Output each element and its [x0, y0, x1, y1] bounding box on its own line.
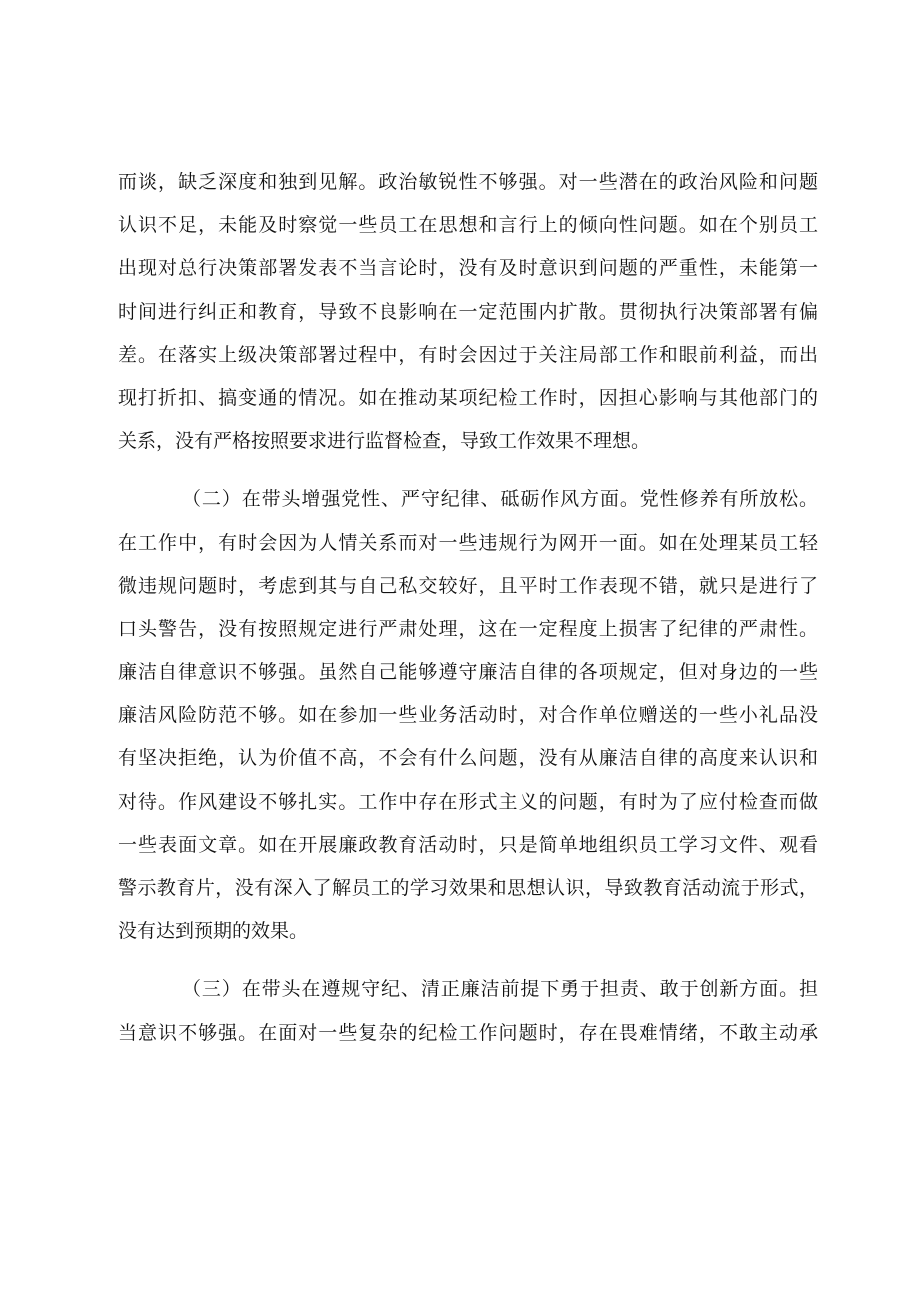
text-line: 差。在落实上级决策部署过程中，有时会因过于关注局部工作和眼前利益，而出 — [118, 343, 818, 366]
text-line: 对待。作风建设不够扎实。工作中存在形式主义的问题，有时为了应付检查而做 — [118, 790, 818, 813]
paragraph-gap — [118, 463, 818, 478]
text-line: 在工作中，有时会因为人情关系而对一些违规行为网开一面。如在处理某员工轻 — [118, 531, 818, 554]
text-line: 认识不足，未能及时察觉一些员工在思想和言行上的倾向性问题。如在个别员工 — [118, 214, 818, 237]
text-line: 现打折扣、搞变通的情况。如在推动某项纪检工作时，因担心影响与其他部门的 — [118, 386, 818, 409]
paragraph-1 — [118, 161, 818, 463]
text-line: 时间进行纠正和教育，导致不良影响在一定范围内扩散。贯彻执行决策部署有偏 — [118, 300, 818, 323]
text-line: 有坚决拒绝，认为价值不高，不会有什么问题，没有从廉洁自律的高度来认识和 — [118, 747, 818, 770]
paragraph-2 — [118, 478, 818, 953]
text-line: 一些表面文章。如在开展廉政教育活动时，只是简单地组织员工学习文件、观看 — [118, 833, 818, 856]
text-line: 关系，没有严格按照要求进行监督检查，导致工作效果不理想。 — [118, 430, 651, 453]
text-line: （三）在带头在遵规守纪、清正廉洁前提下勇于担责、敢于创新方面。担 — [182, 978, 818, 1001]
text-line: 微违规问题时，考虑到其与自己私交较好，且平时工作表现不错，就只是进行了 — [118, 574, 818, 597]
document-body — [118, 161, 818, 1055]
text-line: 没有达到预期的效果。 — [118, 920, 309, 943]
text-line: （二）在带头增强党性、严守纪律、砥砺作风方面。党性修养有所放松。 — [182, 488, 818, 511]
text-line: 当意识不够强。在面对一些复杂的纪检工作问题时，存在畏难情绪，不敢主动承 — [118, 1021, 818, 1044]
text-line: 口头警告，没有按照规定进行严肃处理，这在一定程度上损害了纪律的严肃性。 — [118, 617, 818, 640]
text-line: 警示教育片，没有深入了解员工的学习效果和思想认识，导致教育活动流于形式， — [118, 877, 818, 899]
paragraph-3 — [118, 968, 818, 1054]
text-line: 而谈，缺乏深度和独到见解。政治敏锐性不够强。对一些潜在的政治风险和问题 — [118, 171, 818, 193]
paragraph-gap — [118, 953, 818, 968]
text-line: 廉洁风险防范不够。如在参加一些业务活动时，对合作单位赠送的一些小礼品没 — [118, 704, 818, 727]
text-line: 廉洁自律意识不够强。虽然自己能够遵守廉洁自律的各项规定，但对身边的一些 — [118, 661, 818, 684]
text-line: 出现对总行决策部署发表不当言论时，没有及时意识到问题的严重性，未能第一 — [118, 257, 818, 280]
